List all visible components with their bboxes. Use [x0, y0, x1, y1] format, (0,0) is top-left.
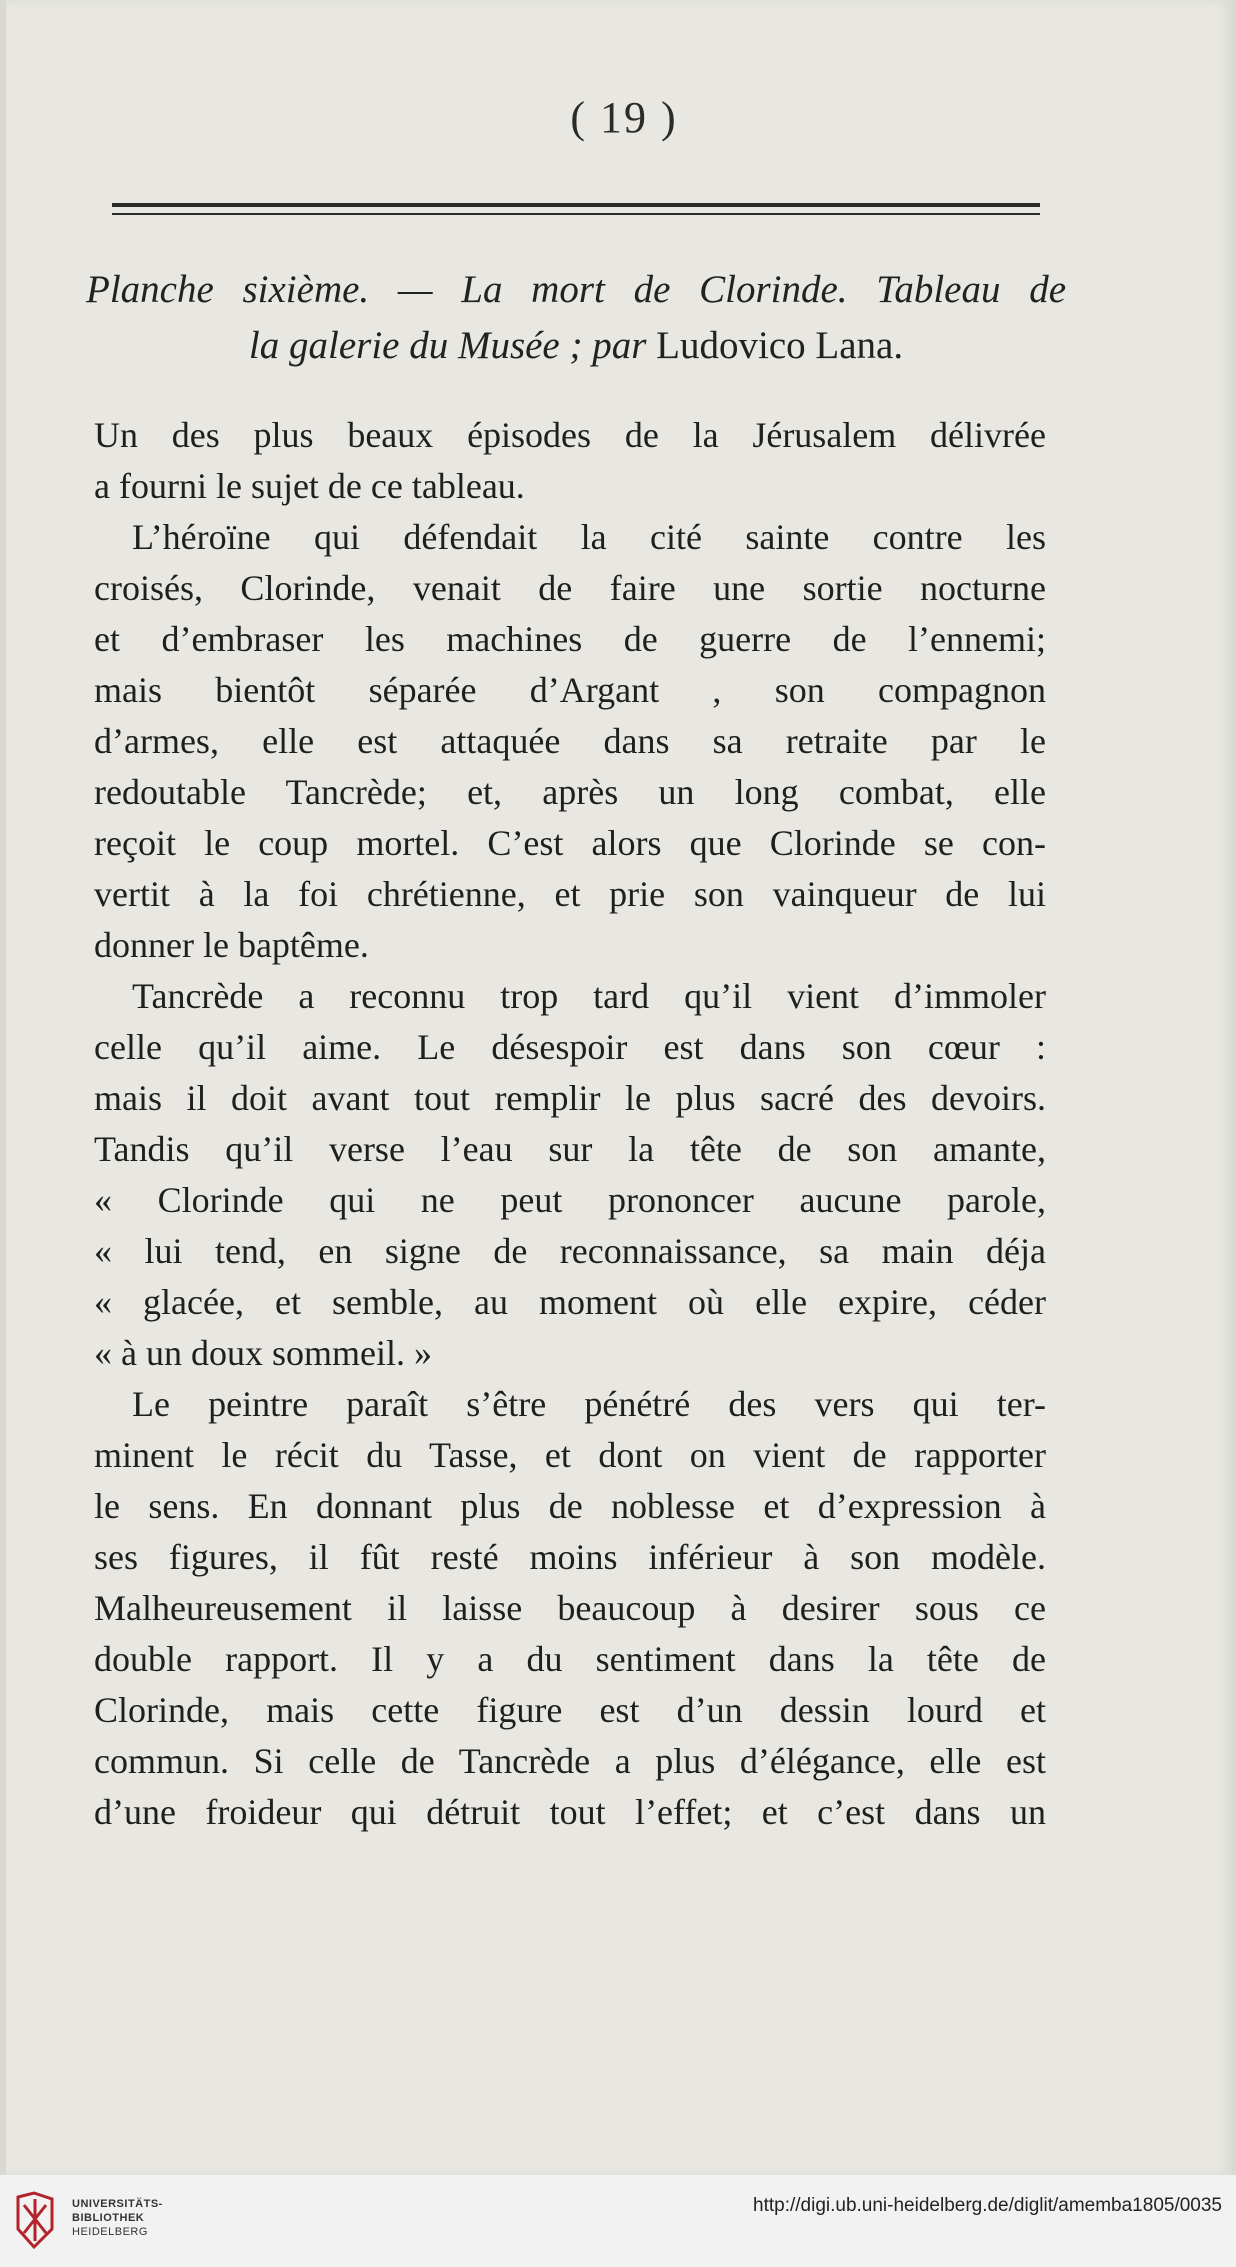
- text-line: Malheureusement il laisse beaucoup à desirer sous ce: [94, 1588, 1046, 1628]
- text-line: croisés, Clorinde, venait de faire une sortie nocturne: [94, 568, 1046, 608]
- page-number: ( 19 ): [570, 93, 678, 142]
- header-rule-thick: [112, 203, 1040, 207]
- heading-line-2: [86, 318, 1066, 374]
- scanned-page: [6, 0, 1232, 2175]
- library-name-line-3: HEIDELBERG: [72, 2226, 148, 2238]
- library-name-line-1: UNIVERSITÄTS-: [72, 2198, 163, 2210]
- text-line: d’une froideur qui détruit tout l’effet; et c’est dans un: [94, 1792, 1046, 1832]
- text-line: Un des plus beaux épisodes de la Jérusalem délivrée: [94, 415, 1046, 455]
- text-line: a fourni le sujet de ce tableau.: [94, 466, 525, 506]
- text-line: « lui tend, en signe de reconnaissance, sa main déja: [94, 1231, 1046, 1271]
- text-line: d’armes, elle est attaquée dans sa retraite par le: [94, 721, 1046, 761]
- text-line: « Clorinde qui ne peut prononcer aucune parole,: [94, 1180, 1046, 1220]
- text-line: commun. Si celle de Tancrède a plus d’élégance, elle est: [94, 1741, 1046, 1781]
- text-line: le sens. En donnant plus de noblesse et d’expression à: [94, 1486, 1046, 1526]
- text-line: reçoit le coup mortel. C’est alors que Clorinde se con-: [94, 823, 1046, 863]
- library-name-line-2: BIBLIOTHEK: [72, 2212, 145, 2224]
- text-line: Tancrède a reconnu trop tard qu’il vient d’immoler: [132, 976, 1046, 1016]
- text-line: donner le baptême.: [94, 925, 369, 965]
- text-line: Tandis qu’il verse l’eau sur la tête de son amante,: [94, 1129, 1046, 1169]
- heading-line-2-italic: la galerie du Musée ; par: [248, 324, 647, 367]
- painter-name: Ludovico Lana.: [656, 324, 904, 367]
- text-line: et d’embraser les machines de guerre de l’ennemi;: [94, 619, 1046, 659]
- viewer-footer: [0, 2175, 1236, 2267]
- text-line: double rapport. Il y a du sentiment dans la tête de: [94, 1639, 1046, 1679]
- text-line: redoutable Tancrède; et, après un long combat, elle: [94, 772, 1046, 812]
- body-text: [94, 410, 1046, 1838]
- library-name: [72, 2197, 163, 2239]
- text-line: Le peintre paraît s’être pénétré des vers qui ter-: [132, 1384, 1046, 1424]
- heading-line-1: Planche sixième. — La mort de Clorinde. Tableau de: [86, 268, 1066, 311]
- text-line: mais il doit avant tout remplir le plus sacré des devoirs.: [94, 1078, 1046, 1118]
- text-line: ses figures, il fût resté moins inférieur à son modèle.: [94, 1537, 1046, 1577]
- plate-heading: [86, 262, 1066, 374]
- text-line: « glacée, et semble, au moment où elle expire, céder: [94, 1282, 1046, 1322]
- text-line: vertit à la foi chrétienne, et prie son vainqueur de lui: [94, 874, 1046, 914]
- permalink-url[interactable]: http://digi.ub.uni-heidelberg.de/diglit/amemba1805/0035: [753, 2195, 1222, 2216]
- text-line: Clorinde, mais cette figure est d’un dessin lourd et: [94, 1690, 1046, 1730]
- text-line: « à un doux sommeil. »: [94, 1333, 432, 1373]
- text-line: celle qu’il aime. Le désespoir est dans son cœur :: [94, 1027, 1046, 1067]
- library-logo-icon: [12, 2189, 58, 2251]
- text-line: L’héroïne qui défendait la cité sainte contre les: [132, 517, 1046, 557]
- text-line: mais bientôt séparée d’Argant , son compagnon: [94, 670, 1046, 710]
- text-line: minent le récit du Tasse, et dont on vient de rapporter: [94, 1435, 1046, 1475]
- header-rule-thin: [112, 213, 1040, 215]
